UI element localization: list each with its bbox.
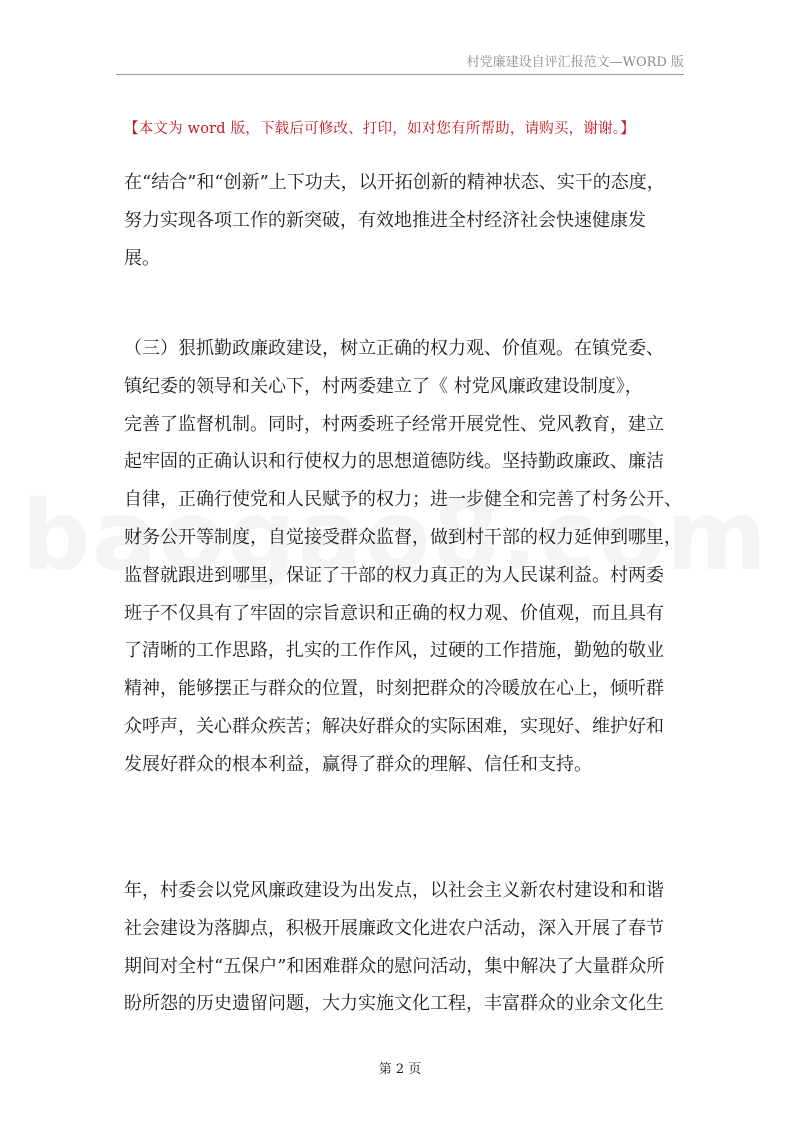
- text-line: 社会建设为落脚点，积极开展廉政文化进农户活动，深入开展了春节: [124, 917, 664, 939]
- paragraph-1: [124, 164, 686, 277]
- paragraph-2: [124, 330, 686, 784]
- download-notice: 【本文为 word 版，下载后可修改、打印，如对您有所帮助，请购买，谢谢。】: [124, 121, 635, 137]
- text-line: 在“结合”和“创新”上下功夫，以开拓创新的精神状态、实干的态度，: [124, 172, 665, 193]
- text-line: 监督就跟进到哪里，保证了干部的权力真正的为人民谋利益。村两委: [124, 564, 664, 586]
- running-header-title: 村党廉建设自评汇报范文—WORD 版: [466, 55, 684, 70]
- text-line: 发展好群众的根本利益，赢得了群众的理解、信任和支持。: [124, 753, 592, 775]
- text-line: 展。: [124, 247, 160, 269]
- text-line: 完善了监督机制。同时，村两委班子经常开展党性、党风教育，建立: [124, 413, 664, 435]
- text-line: 盼所怨的历史遗留问题，大力实施文化工程，丰富群众的业余文化生: [124, 993, 664, 1015]
- header-rule: [116, 74, 684, 75]
- text-line: 财务公开等制度，自觉接受群众监督，做到村干部的权力延伸到哪里，: [124, 526, 682, 548]
- text-line: 期间对全村“五保户”和困难群众的慰问活动，集中解决了大量群众所: [124, 955, 665, 977]
- text-line: 精神，能够摆正与群众的位置，时刻把群众的冷暖放在心上，倾听群: [124, 678, 664, 700]
- text-line: 了清晰的工作思路，扎实的工作作风，过硬的工作措施，勤勉的敬业: [124, 640, 664, 662]
- text-line: 班子不仅具有了牢固的宗旨意识和正确的权力观、价值观，而且具有: [124, 602, 664, 624]
- text-line: （三）狠抓勤政廉政建设，树立正确的权力观、价值观。在镇党委、: [124, 338, 664, 359]
- text-line: 努力实现各项工作的新突破，有效地推进全村经济社会快速健康发: [124, 209, 646, 231]
- text-line: 镇纪委的领导和关心下，村两委建立了《 村党风廉政建设制度》，: [124, 375, 643, 397]
- text-line: 年，村委会以党风廉政建设为出发点，以社会主义新农村建设和和谐: [124, 880, 664, 901]
- text-line: 众呼声，关心群众疾苦；解决好群众的实际困难，实现好、维护好和: [124, 715, 664, 737]
- text-line: 起牢固的正确认识和行使权力的思想道德防线。坚持勤政廉政、廉洁: [124, 451, 664, 473]
- paragraph-3: [124, 872, 686, 1023]
- page-number: 第 2 页: [378, 1062, 422, 1077]
- text-line: 自律，正确行使党和人民赋予的权力；进一步健全和完善了村务公开、: [124, 489, 682, 511]
